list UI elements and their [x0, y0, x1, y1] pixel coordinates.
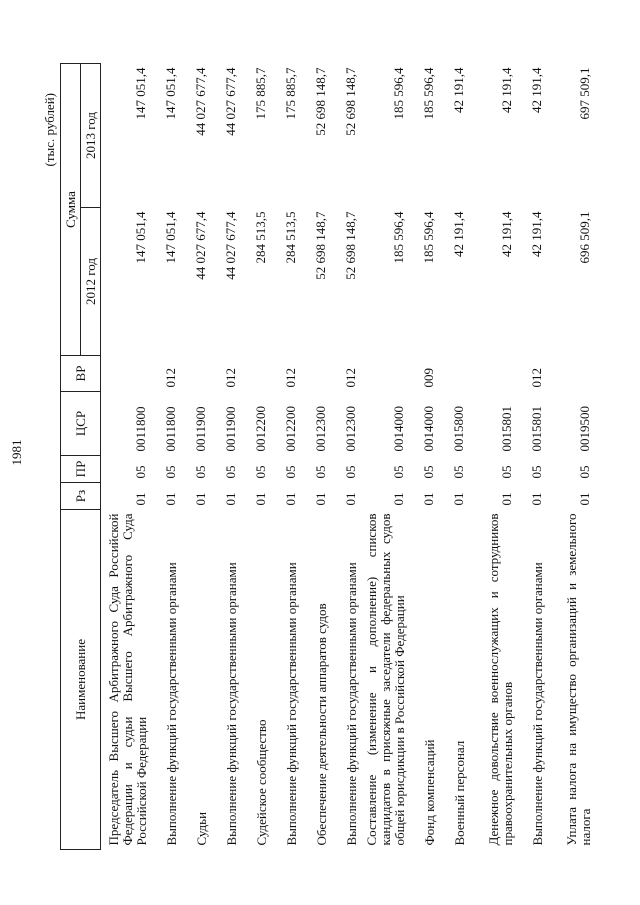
header-pr: ПР [61, 456, 101, 483]
budget-table [60, 63, 595, 850]
row-sum-2012: 147 051,4 [133, 211, 148, 264]
table-row [151, 64, 181, 850]
row-csr: 0015800 [451, 406, 466, 452]
row-sum-2013: 44 027 677,4 [223, 67, 238, 136]
row-rz: 01 [499, 492, 514, 506]
row-pr: 05 [421, 465, 436, 479]
row-vr [181, 356, 211, 392]
table-row [517, 64, 547, 850]
row-vr [469, 356, 517, 392]
row-name: Выполнение функций государственными органами [284, 562, 299, 846]
units-label: (тыс. рублей) [42, 93, 57, 167]
table-row [181, 64, 211, 850]
row-sum-2013: 147 051,4 [163, 67, 178, 120]
row-name: Военный персонал [452, 740, 467, 846]
row-pr: 05 [451, 465, 466, 479]
row-csr: 0015801 [499, 406, 514, 452]
row-pr: 05 [283, 465, 298, 479]
row-vr: 012 [223, 368, 238, 388]
row-sum-2013: 697 509,1 [577, 67, 592, 120]
row-pr: 05 [223, 465, 238, 479]
row-sum-2013: 185 596,4 [421, 67, 436, 120]
table-row [409, 64, 439, 850]
row-rz: 01 [253, 492, 268, 506]
row-vr [361, 356, 409, 392]
row-sum-2013: 44 027 677,4 [193, 67, 208, 136]
row-pr: 05 [133, 465, 148, 479]
row-rz: 01 [133, 492, 148, 506]
row-csr: 0019500 [577, 406, 592, 452]
row-pr: 05 [193, 465, 208, 479]
row-sum-2012: 147 051,4 [163, 211, 178, 264]
row-rz: 01 [283, 492, 298, 506]
row-pr: 05 [163, 465, 178, 479]
row-sum-2013: 185 596,4 [391, 67, 406, 120]
header-name: Наименование [61, 510, 101, 850]
header-csr: ЦСР [61, 392, 101, 456]
row-pr: 05 [529, 465, 544, 479]
row-name: Уплата налога на имущество организаций и земельного налога [564, 513, 593, 846]
row-name: Выполнение функций государственными органами [344, 562, 359, 846]
row-rz: 01 [391, 492, 406, 506]
row-pr: 05 [343, 465, 358, 479]
header-year-2013: 2013 год [81, 64, 101, 208]
table-row [469, 64, 517, 850]
row-sum-2012: 284 513,5 [253, 211, 268, 264]
row-csr: 0015801 [529, 406, 544, 452]
row-csr: 0011900 [193, 406, 208, 452]
row-sum-2012: 696 509,1 [577, 211, 592, 264]
row-rz: 01 [343, 492, 358, 506]
row-pr: 05 [577, 465, 592, 479]
row-vr: 012 [343, 368, 358, 388]
row-name: Денежное довольствие военнослужащих и сотрудников правоохранительных органов [486, 513, 515, 846]
row-name: Судьи [194, 811, 209, 846]
table-header [61, 64, 101, 850]
row-name: Председатель Высшего Арбитражного Суда Российской Федерации и судьи Высшего Арбитражного Суда Российской Федерации [106, 513, 149, 846]
header-rz: Рз [61, 483, 101, 510]
row-rz: 01 [313, 492, 328, 506]
row-pr: 05 [391, 465, 406, 479]
table-row [331, 64, 361, 850]
row-sum-2012: 42 191,4 [451, 211, 466, 257]
row-csr: 0011900 [223, 406, 238, 452]
table-row [439, 64, 469, 850]
row-csr: 0014000 [421, 406, 436, 452]
row-csr: 0011800 [163, 406, 178, 452]
row-sum-2012: 52 698 148,7 [343, 211, 358, 280]
row-vr [547, 356, 595, 392]
row-pr: 05 [499, 465, 514, 479]
row-pr: 05 [313, 465, 328, 479]
row-rz: 01 [577, 492, 592, 506]
row-sum-2012: 185 596,4 [391, 211, 406, 264]
row-rz: 01 [529, 492, 544, 506]
table-row [361, 64, 409, 850]
row-rz: 01 [451, 492, 466, 506]
row-csr: 0012300 [343, 406, 358, 452]
row-name: Фонд компенсаций [422, 739, 437, 846]
row-sum-2012: 42 191,4 [499, 211, 514, 257]
row-vr [101, 356, 152, 392]
table-row [241, 64, 271, 850]
header-vr: ВР [61, 356, 101, 392]
row-sum-2012: 44 027 677,4 [223, 211, 238, 280]
row-sum-2013: 42 191,4 [451, 67, 466, 113]
row-sum-2013: 42 191,4 [529, 67, 544, 113]
row-sum-2013: 147 051,4 [133, 67, 148, 120]
row-rz: 01 [193, 492, 208, 506]
row-name: Составление (изменение и дополнение) списков кандидатов в присяжные заседатели федеральных судов общей юрисдикции в Российской Федерации [364, 513, 407, 846]
row-rz: 01 [223, 492, 238, 506]
row-sum-2013: 175 885,7 [253, 67, 268, 120]
row-sum-2012: 185 596,4 [421, 211, 436, 264]
row-name: Выполнение функций государственными органами [530, 562, 545, 846]
table-row [301, 64, 331, 850]
row-vr [241, 356, 271, 392]
row-sum-2012: 42 191,4 [529, 211, 544, 257]
row-sum-2012: 44 027 677,4 [193, 211, 208, 280]
row-name: Выполнение функций государственными органами [164, 562, 179, 846]
row-name: Выполнение функций государственными органами [224, 562, 239, 846]
header-year-2012: 2012 год [81, 208, 101, 356]
row-csr: 0012300 [313, 406, 328, 452]
header-sum: Сумма [61, 64, 81, 356]
table-row [271, 64, 301, 850]
row-vr: 012 [163, 368, 178, 388]
row-rz: 01 [163, 492, 178, 506]
row-sum-2012: 52 698 148,7 [313, 211, 328, 280]
row-name: Обеспечение деятельности аппаратов судов [314, 603, 329, 846]
page-number: 1981 [9, 439, 24, 466]
row-csr: 0012200 [283, 406, 298, 452]
row-vr [439, 356, 469, 392]
table-body [101, 64, 596, 850]
row-rz: 01 [421, 492, 436, 506]
row-name: Судейское сообщество [254, 719, 269, 846]
row-sum-2013: 175 885,7 [283, 67, 298, 120]
row-vr: 012 [529, 368, 544, 388]
row-vr [301, 356, 331, 392]
row-sum-2013: 52 698 148,7 [313, 67, 328, 136]
row-csr: 0014000 [391, 406, 406, 452]
row-vr: 012 [283, 368, 298, 388]
row-pr: 05 [253, 465, 268, 479]
row-sum-2013: 42 191,4 [499, 67, 514, 113]
row-sum-2012: 284 513,5 [283, 211, 298, 264]
row-vr: 009 [421, 368, 436, 388]
row-csr: 0011800 [133, 406, 148, 452]
table-row [101, 64, 152, 850]
table-row [547, 64, 595, 850]
row-csr: 0012200 [253, 406, 268, 452]
table-row [211, 64, 241, 850]
row-sum-2013: 52 698 148,7 [343, 67, 358, 136]
